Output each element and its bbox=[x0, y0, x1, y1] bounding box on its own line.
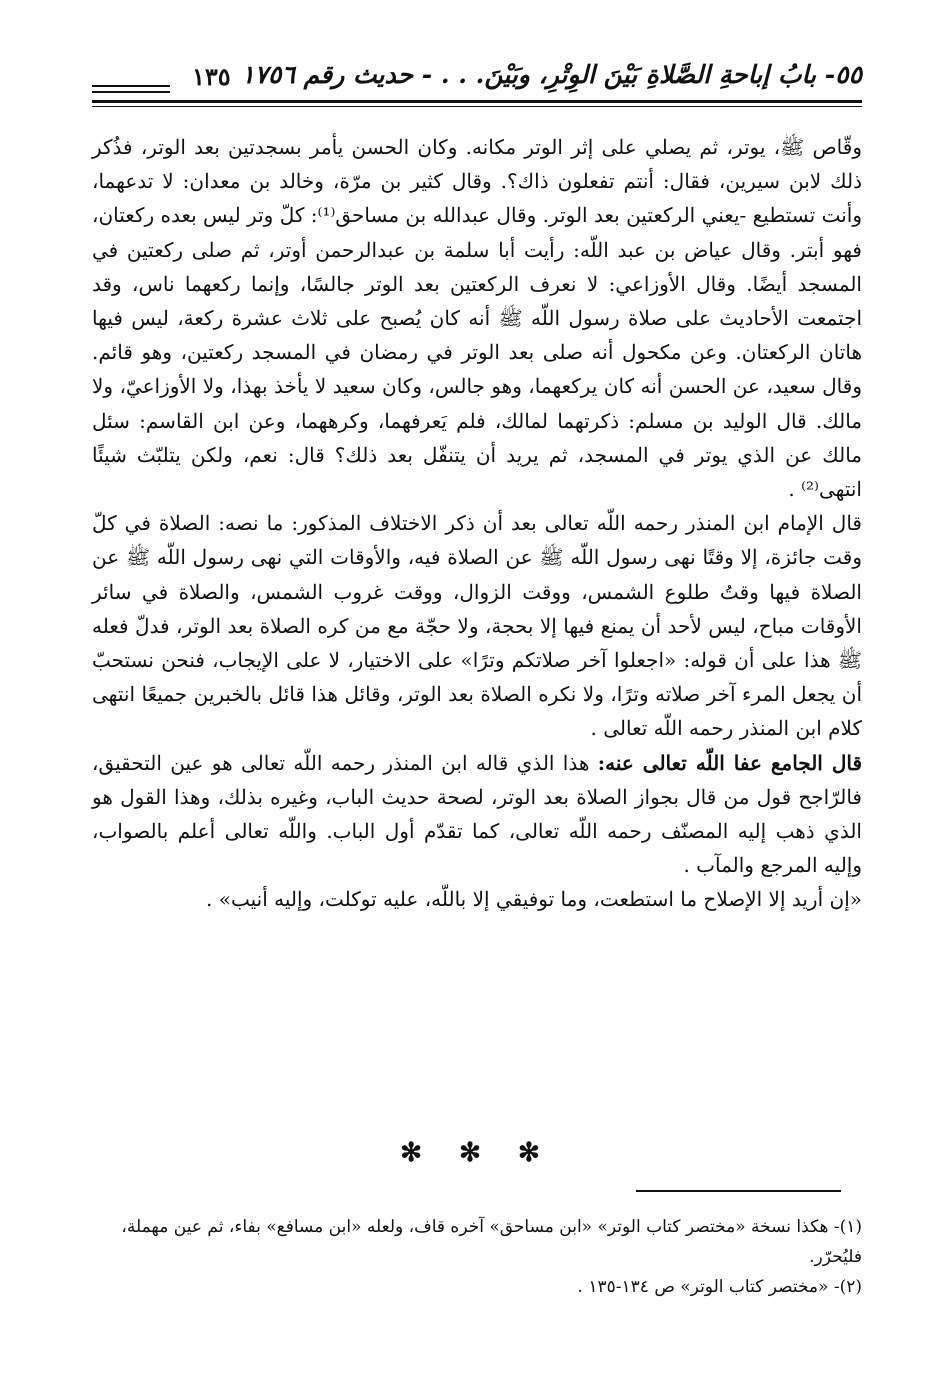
main-text bbox=[92, 130, 862, 917]
paragraph-jami bbox=[92, 746, 862, 883]
footnote-rule bbox=[636, 1190, 841, 1192]
footnote-1: (١)- هكذا نسخة «مختصر كتاب الوتر» «ابن مساحق» آخره قاف، ولعله «ابن مسافع» بفاء، ثم عين مهملة، فليُحرّر. bbox=[121, 1217, 862, 1267]
jami-text: هذا الذي قاله ابن المنذر رحمه اللّه تعالى هو عين التحقيق، فالرّاجح قول من قال بجواز الصلاة بعد الوتر، لصحة حديث الباب، وغيره بذلك، وهذا القول هو الذي ذهب إليه المصنّف رحمه اللّه تعالى، كما تقدّم أول الباب. واللّه تعالى أعلم بالصواب، وإليه المرجع والمآب . bbox=[92, 750, 862, 878]
page-number: ١٣٥ bbox=[192, 62, 231, 91]
paragraph-1: وقّاص ﷺ، يوتر، ثم يصلي على إثر الوتر مكانه. وكان الحسن يأمر بسجدتين بعد الوتر، فذُكر ذلك لابن سيرين، فقال: أنتم تفعلون ذاك؟. وقال كثير بن مرّة، وخالد بن معدان: لا تدعهما، وأنت تستطيع -يعني الركعتين بعد الوتر. وقال عبدالله بن مساحق⁽¹⁾: كلّ وتر ليس بعده ركعتان، فهو أبتر. وقال عياض بن عبد اللّه: رأيت أبا سلمة بن عبدالرحمن أوتر، ثم صلى ركعتين في المسجد أيضًا. وقال الأوزاعي: لا نعرف الركعتين بعد الوتر جالسًا، وإنما ركعهما ناس، وقد اجتمعت الأحاديث على صلاة رسول اللّه ﷺ أنه كان يُصبح على ثلاث عشرة ركعة، ليس فيها هاتان الركعتان. وعن مكحول أنه صلى بعد الوتر في رمضان في المسجد ركعتين، وهو قائم. وقال سعيد، عن الحسن أنه كان يركعهما، وهو جالس، وكان سعيد لا يأخذ بهذا، ولا الأوزاعيّ، ولا مالك. قال الوليد بن مسلم: ذكرتهما لمالك، فلم يَعرفهما، وكرههما، وعن ابن القاسم: سئل مالك عن الذي يوتر في المسجد، ثم يريد أن يتنفّل بعد ذلك؟ قال: نعم، ولكن يتلبّث شيئًا انتهى⁽²⁾ . bbox=[92, 135, 863, 502]
header-rule-thin bbox=[92, 106, 862, 107]
page-number-rule bbox=[92, 85, 170, 87]
header-title: ٥٥- بابُ إباحةِ الصَّلاةِ بَيْنَ الوِتْرِ، وبَيْنَ. . . - حديث رقم ١٧٥٦ bbox=[241, 60, 862, 89]
closing-quote: «إن أريد إلا الإصلاح ما استطعت، وما توفيقي إلا باللّه، عليه توكلت، وإليه أنيب» . bbox=[206, 887, 862, 912]
jami-lead: قال الجامع عفا اللّه تعالى عنه: bbox=[597, 750, 863, 775]
footnotes bbox=[92, 1212, 862, 1302]
page-number-rule bbox=[92, 91, 170, 93]
footnote-2: (٢)- «مختصر كتاب الوتر» ص ١٣٤-١٣٥ . bbox=[577, 1277, 862, 1297]
running-header bbox=[92, 60, 862, 98]
paragraph-2: قال الإمام ابن المنذر رحمه اللّه تعالى بعد أن ذكر الاختلاف المذكور: ما نصه: الصلاة في كلّ وقت جائزة، إلا وقتًا نهى رسول اللّه ﷺ عن الصلاة فيه، والأوقات التي نهى رسول اللّه ﷺ عن الصلاة فيها وقتُ طلوع الشمس، ووقت الزوال، ووقت غروب الشمس، والصلاة في سائر الأوقات مباح، ليس لأحد أن يمنع فيها إلا بحجة، ولا حجّة مع من كره الصلاة بعد الوتر، فدلّ فعله ﷺ هذا على أن قوله: «اجعلوا آخر صلاتكم وترًا» على الاختيار، لا على الإيجاب، فنحن نستحبّ أن يجعل المرء آخر صلاته وترًا، ولا نكره الصلاة بعد الوتر، وقائل هذا قائل بالخبرين جميعًا انتهى كلام ابن المنذر رحمه اللّه تعالى . bbox=[92, 511, 862, 741]
section-separator-stars: ✻ ✻ ✻ bbox=[400, 1138, 554, 1168]
header-rule bbox=[92, 100, 862, 103]
